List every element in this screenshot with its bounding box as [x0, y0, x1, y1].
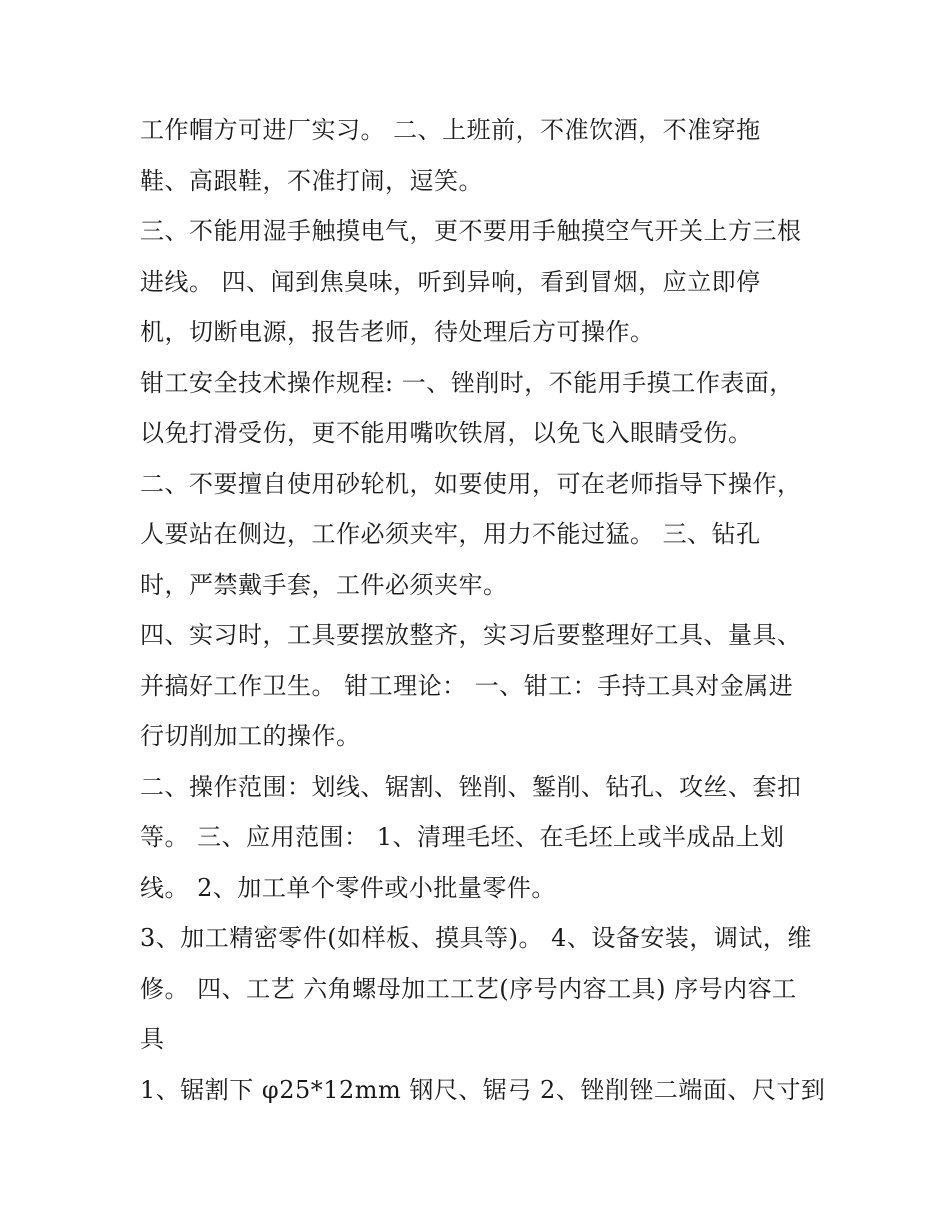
text-line: 3、加工精密零件(如样板、摸具等)。 4、设备安装，调试，维	[140, 924, 812, 952]
text-line: 三、不能用湿手触摸电气，更不要用手触摸空气开关上方三根	[140, 217, 802, 245]
text-line: 四、实习时，工具要摆放整齐，实习后要整理好工具、量具、	[140, 621, 802, 649]
text-line: 行切削加工的操作。	[140, 722, 361, 750]
text-line: 修。 四、工艺 六角螺母加工工艺(序号内容工具) 序号内容工	[140, 974, 797, 1003]
text-line: 工作帽方可进厂实习。 二、上班前，不准饮酒，不准穿拖	[140, 116, 761, 144]
document-body	[140, 105, 830, 1115]
text-line: 1、锯割下 φ25*12mm 钢尺、锯弓 2、锉削锉二端面、尺寸到	[140, 1075, 826, 1104]
text-line: 以免打滑受伤，更不能用嘴吹铁屑，以免飞入眼睛受伤。	[140, 419, 753, 447]
text-line: 钳工安全技术操作规程: 一、锉削时，不能用手摸工作表面，	[140, 368, 794, 397]
text-line: 线。 2、加工单个零件或小批量零件。	[140, 873, 556, 902]
text-line: 具	[140, 1025, 165, 1053]
text-line: 二、不要擅自使用砂轮机，如要使用，可在老师指导下操作，	[140, 469, 802, 498]
text-line: 进线。 四、闻到焦臭味，听到异响，看到冒烟，应立即停	[140, 267, 761, 296]
text-line: 等。 三、应用范围： 1、清理毛坯、在毛坯上或半成品上划	[140, 823, 785, 851]
text-line: 机，切断电源，报告老师，待处理后方可操作。	[140, 318, 655, 346]
text-line: 时，严禁戴手套，工件必须夹牢。	[140, 570, 508, 599]
text-line: 并搞好工作卫生。 钳工理论： 一、钳工：手持工具对金属进	[140, 671, 794, 700]
text-line: 人要站在侧边，工作必须夹牢，用力不能过猛。 三、钻孔	[140, 520, 761, 548]
text-line: 二、操作范围：划线、锯割、锉削、錾削、钻孔、攻丝、套扣	[140, 772, 802, 801]
text-line: 鞋、高跟鞋，不准打闹，逗笑。	[140, 166, 483, 195]
